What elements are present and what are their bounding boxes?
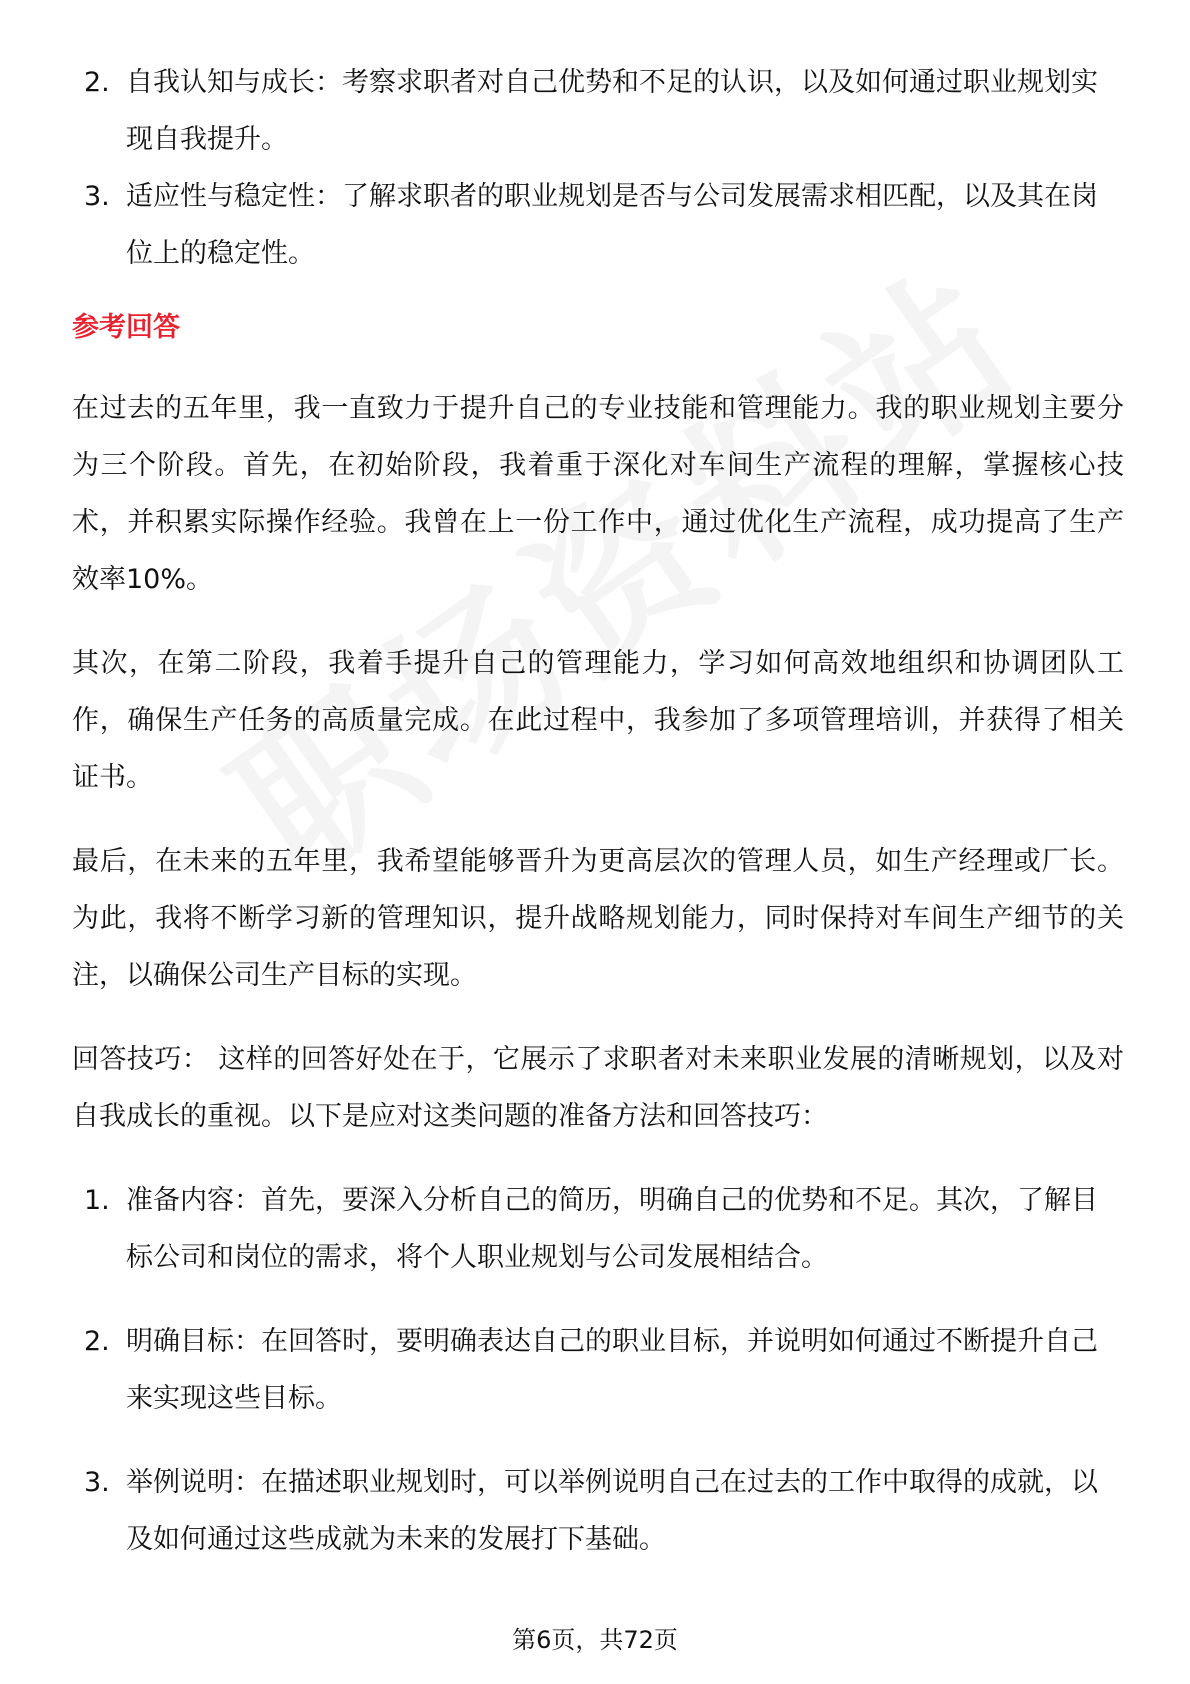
list-item [72,1313,1124,1427]
list-number: 2. [84,1326,110,1357]
list-text: 举例说明：在描述职业规划时，可以举例说明自己在过去的工作中取得的成就，以及如何通过这些成就为未来的发展打下基础。 [126,1467,1098,1555]
criteria-list [72,54,1124,282]
page-content [72,54,1124,1595]
list-number: 2. [84,67,110,98]
answer-tips-intro: 回答技巧： 这样的回答好处在于，它展示了求职者对未来职业发展的清晰规划，以及对自我成长的重视。以下是应对这类问题的准备方法和回答技巧： [72,1044,1124,1132]
page-number-footer: 第6页，共72页 [512,1626,678,1654]
list-number: 3. [84,181,110,212]
list-text: 明确目标：在回答时，要明确表达自己的职业目标，并说明如何通过不断提升自己来实现这些目标。 [126,1326,1098,1414]
list-number: 3. [84,1467,110,1498]
tips-list [72,1172,1124,1568]
list-number: 1. [84,1185,110,1216]
list-item [72,1454,1124,1568]
answer-paragraph: 其次，在第二阶段，我着手提升自己的管理能力，学习如何高效地组织和协调团队工作，确保生产任务的高质量完成。在此过程中，我参加了多项管理培训，并获得了相关证书。 [72,648,1124,793]
list-text: 适应性与稳定性：了解求职者的职业规划是否与公司发展需求相匹配，以及其在岗位上的稳定性。 [126,181,1098,269]
answer-paragraph: 在过去的五年里，我一直致力于提升自己的专业技能和管理能力。我的职业规划主要分为三个阶段。首先，在初始阶段，我着重于深化对车间生产流程的理解，掌握核心技术，并积累实际操作经验。我曾在上一份工作中，通过优化生产流程，成功提高了生产效率10%。 [72,393,1124,595]
list-text: 自我认知与成长：考察求职者对自己优势和不足的认识，以及如何通过职业规划实现自我提升。 [126,67,1098,155]
list-text: 准备内容：首先，要深入分析自己的简历，明确自己的优势和不足。其次，了解目标公司和岗位的需求，将个人职业规划与公司发展相结合。 [126,1185,1098,1273]
list-item [72,1172,1124,1286]
answer-paragraph: 最后，在未来的五年里，我希望能够晋升为更高层次的管理人员，如生产经理或厂长。为此，我将不断学习新的管理知识，提升战略规划能力，同时保持对车间生产细节的关注，以确保公司生产目标的实现。 [72,846,1124,991]
section-title-reference-answer: 参考回答 [72,312,180,343]
list-item [72,54,1124,168]
list-item [72,168,1124,282]
